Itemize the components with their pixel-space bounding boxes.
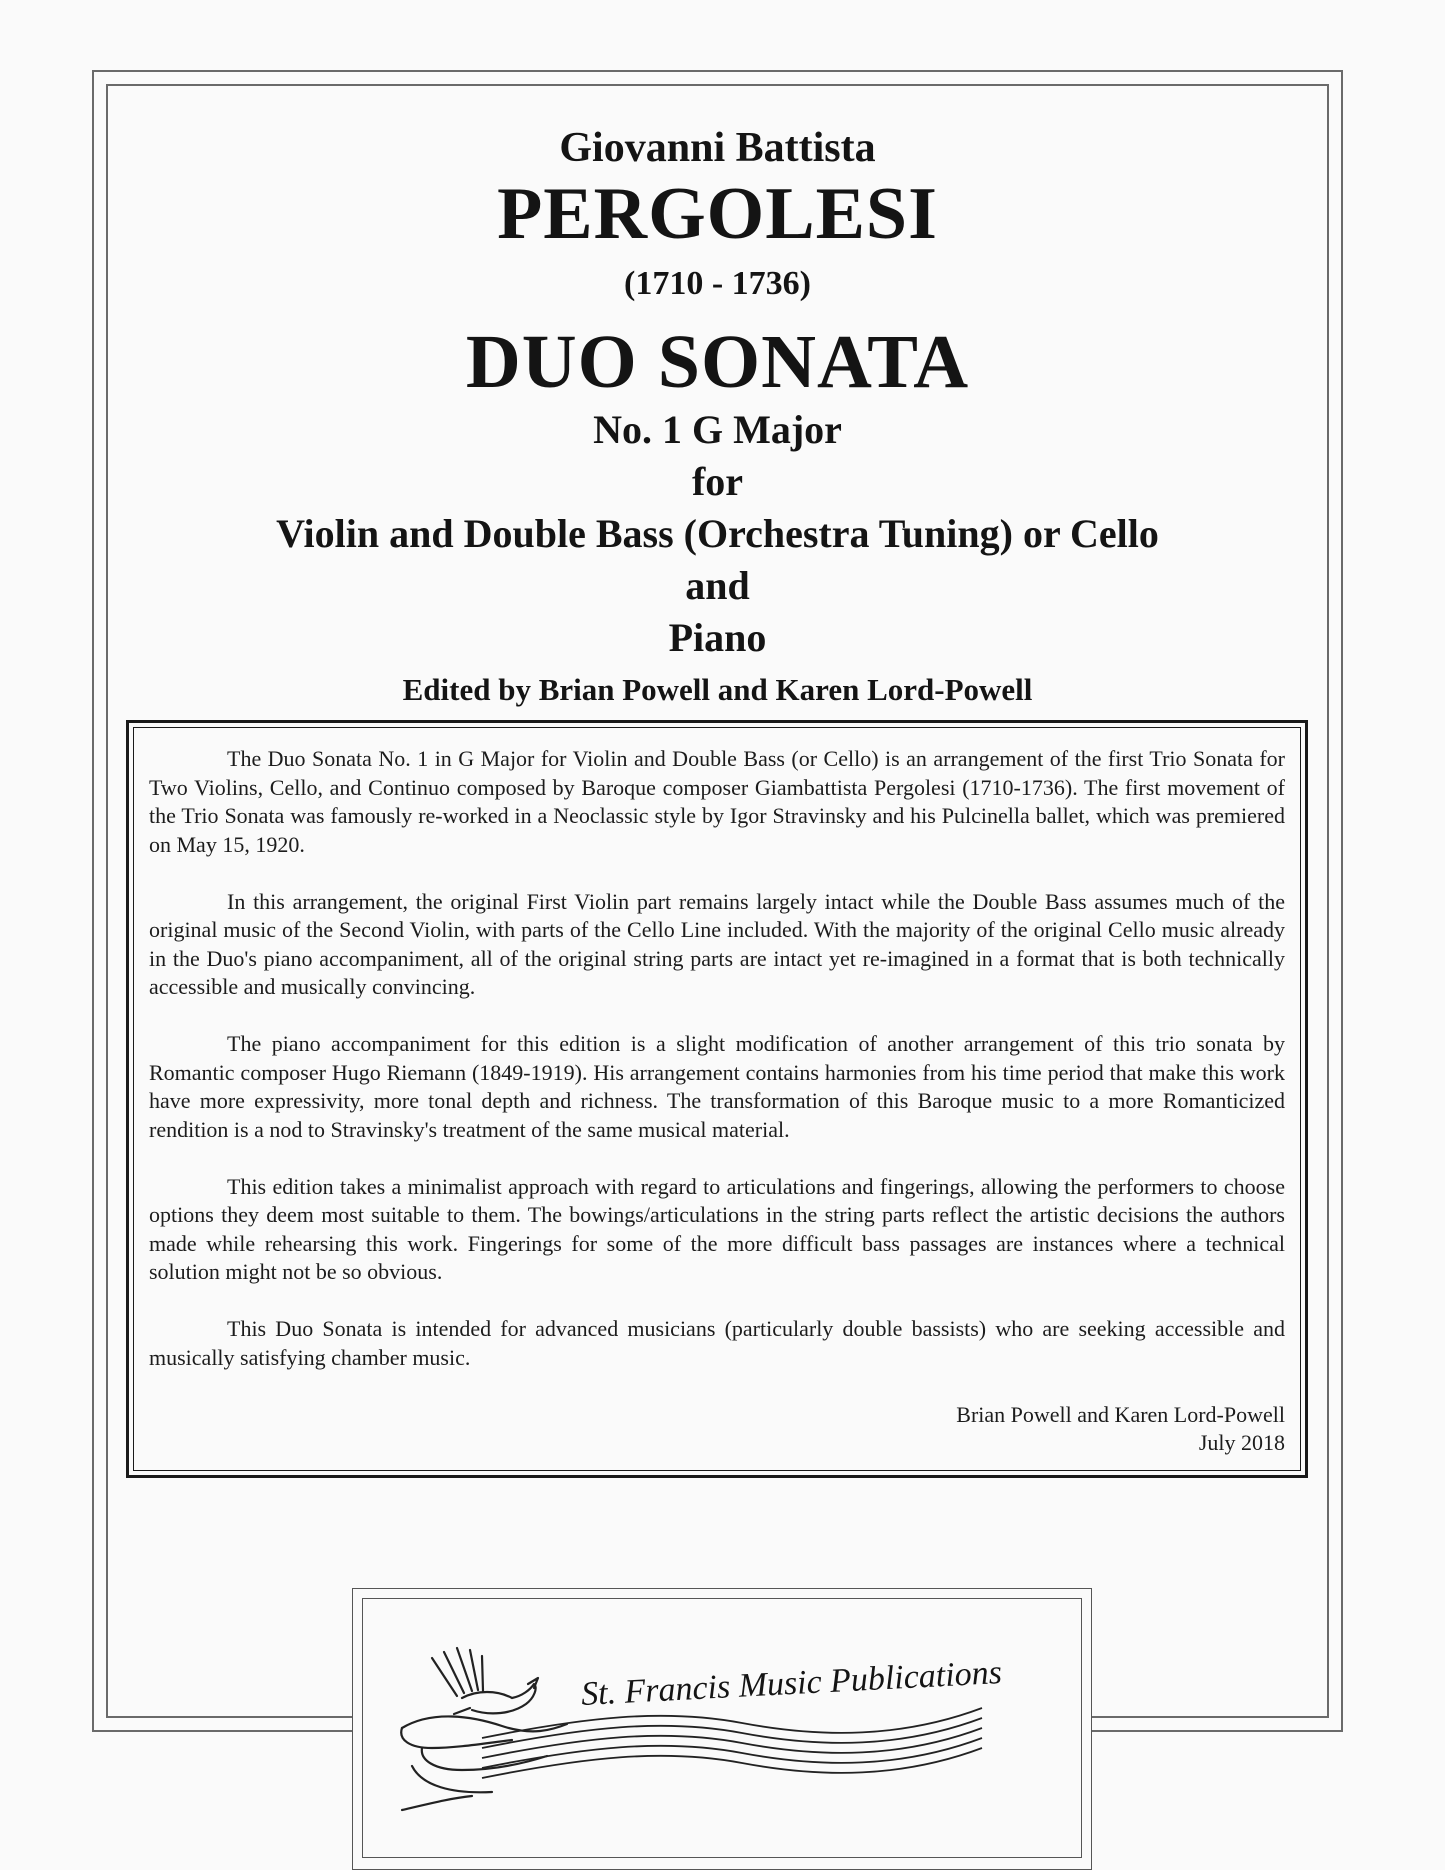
signature-date: July 2018 [1198, 1430, 1285, 1455]
signature-names: Brian Powell and Karen Lord-Powell [956, 1401, 1285, 1427]
notes-paragraph: In this arrangement, the original First Violin part remains largely intact while the Double Bass assumes much of the original music of the Second Violin, with parts of the Cello Line included. With the majority of the original Cello music already in the Duo's piano accompaniment, all of the original string parts are intact yet re-imagined in a format that is both technically accessible and musically convincing. [149, 888, 1285, 999]
publisher-name: St. Francis Music Publications [580, 1654, 1003, 1714]
notes-paragraph: The piano accompaniment for this edition is a slight modification of another arrangement of this trio sonata by Romantic composer Hugo Riemann (1849-1919). His arrangement contains harmonies from his time period that make this work have more expressivity, more tonal depth and richness. The transformation of this Baroque music to a more Romanticized rendition is a nod to Stravinsky's treatment of the same musical material. [149, 1031, 1285, 1142]
subtitle-instruments: Violin and Double Bass (Orchestra Tuning) or Cello [276, 511, 1159, 556]
composer-last-name: PERGOLESI [497, 173, 938, 255]
program-notes [149, 745, 1285, 1458]
composer-dates: (1710 - 1736) [624, 265, 811, 302]
staff-lines [482, 1708, 982, 1778]
program-notes-box [126, 720, 1308, 1478]
notes-paragraph: This edition takes a minimalist approach with regard to articulations and fingerings, allowing the performers to choose options they deem most suitable to them. The bowings/articulations in the string parts reflect the artistic decisions the authors made while rehearsing this work. Fingerings for some of the more difficult bass passages are instances where a technical solution might not be so obvious. [149, 1173, 1285, 1284]
editors-credit: Edited by Brian Powell and Karen Lord-Powell [402, 672, 1033, 707]
publisher-logo [362, 1598, 1082, 1858]
notes-paragraph: This Duo Sonata is intended for advanced musicians (particularly double bassists) who are seeking accessible and musically satisfying chamber music. [149, 1316, 1285, 1370]
subtitle-piano: Piano [668, 615, 767, 660]
title-block [106, 84, 1329, 710]
subtitle-and: and [685, 563, 750, 608]
work-title: DUO SONATA [465, 320, 970, 404]
notes-paragraph: The Duo Sonata No. 1 in G Major for Violin and Double Bass (or Cello) is an arrangement of the first Trio Sonata for Two Violins, Cello, and Continuo composed by Baroque composer Giambattista Pergolesi (1710-1736). The first movement of the Trio Sonata was famously re-worked in a Neoclassic style by Igor Stravinsky and his Pulcinella ballet, which was premiered on May 15, 1920. [149, 746, 1285, 857]
dove-hand-icon [401, 1648, 567, 1810]
subtitle-key: No. 1 G Major [593, 407, 842, 452]
subtitle-for: for [691, 459, 744, 504]
signature [149, 1401, 1285, 1458]
composer-first-name: Giovanni Battista [559, 125, 876, 171]
